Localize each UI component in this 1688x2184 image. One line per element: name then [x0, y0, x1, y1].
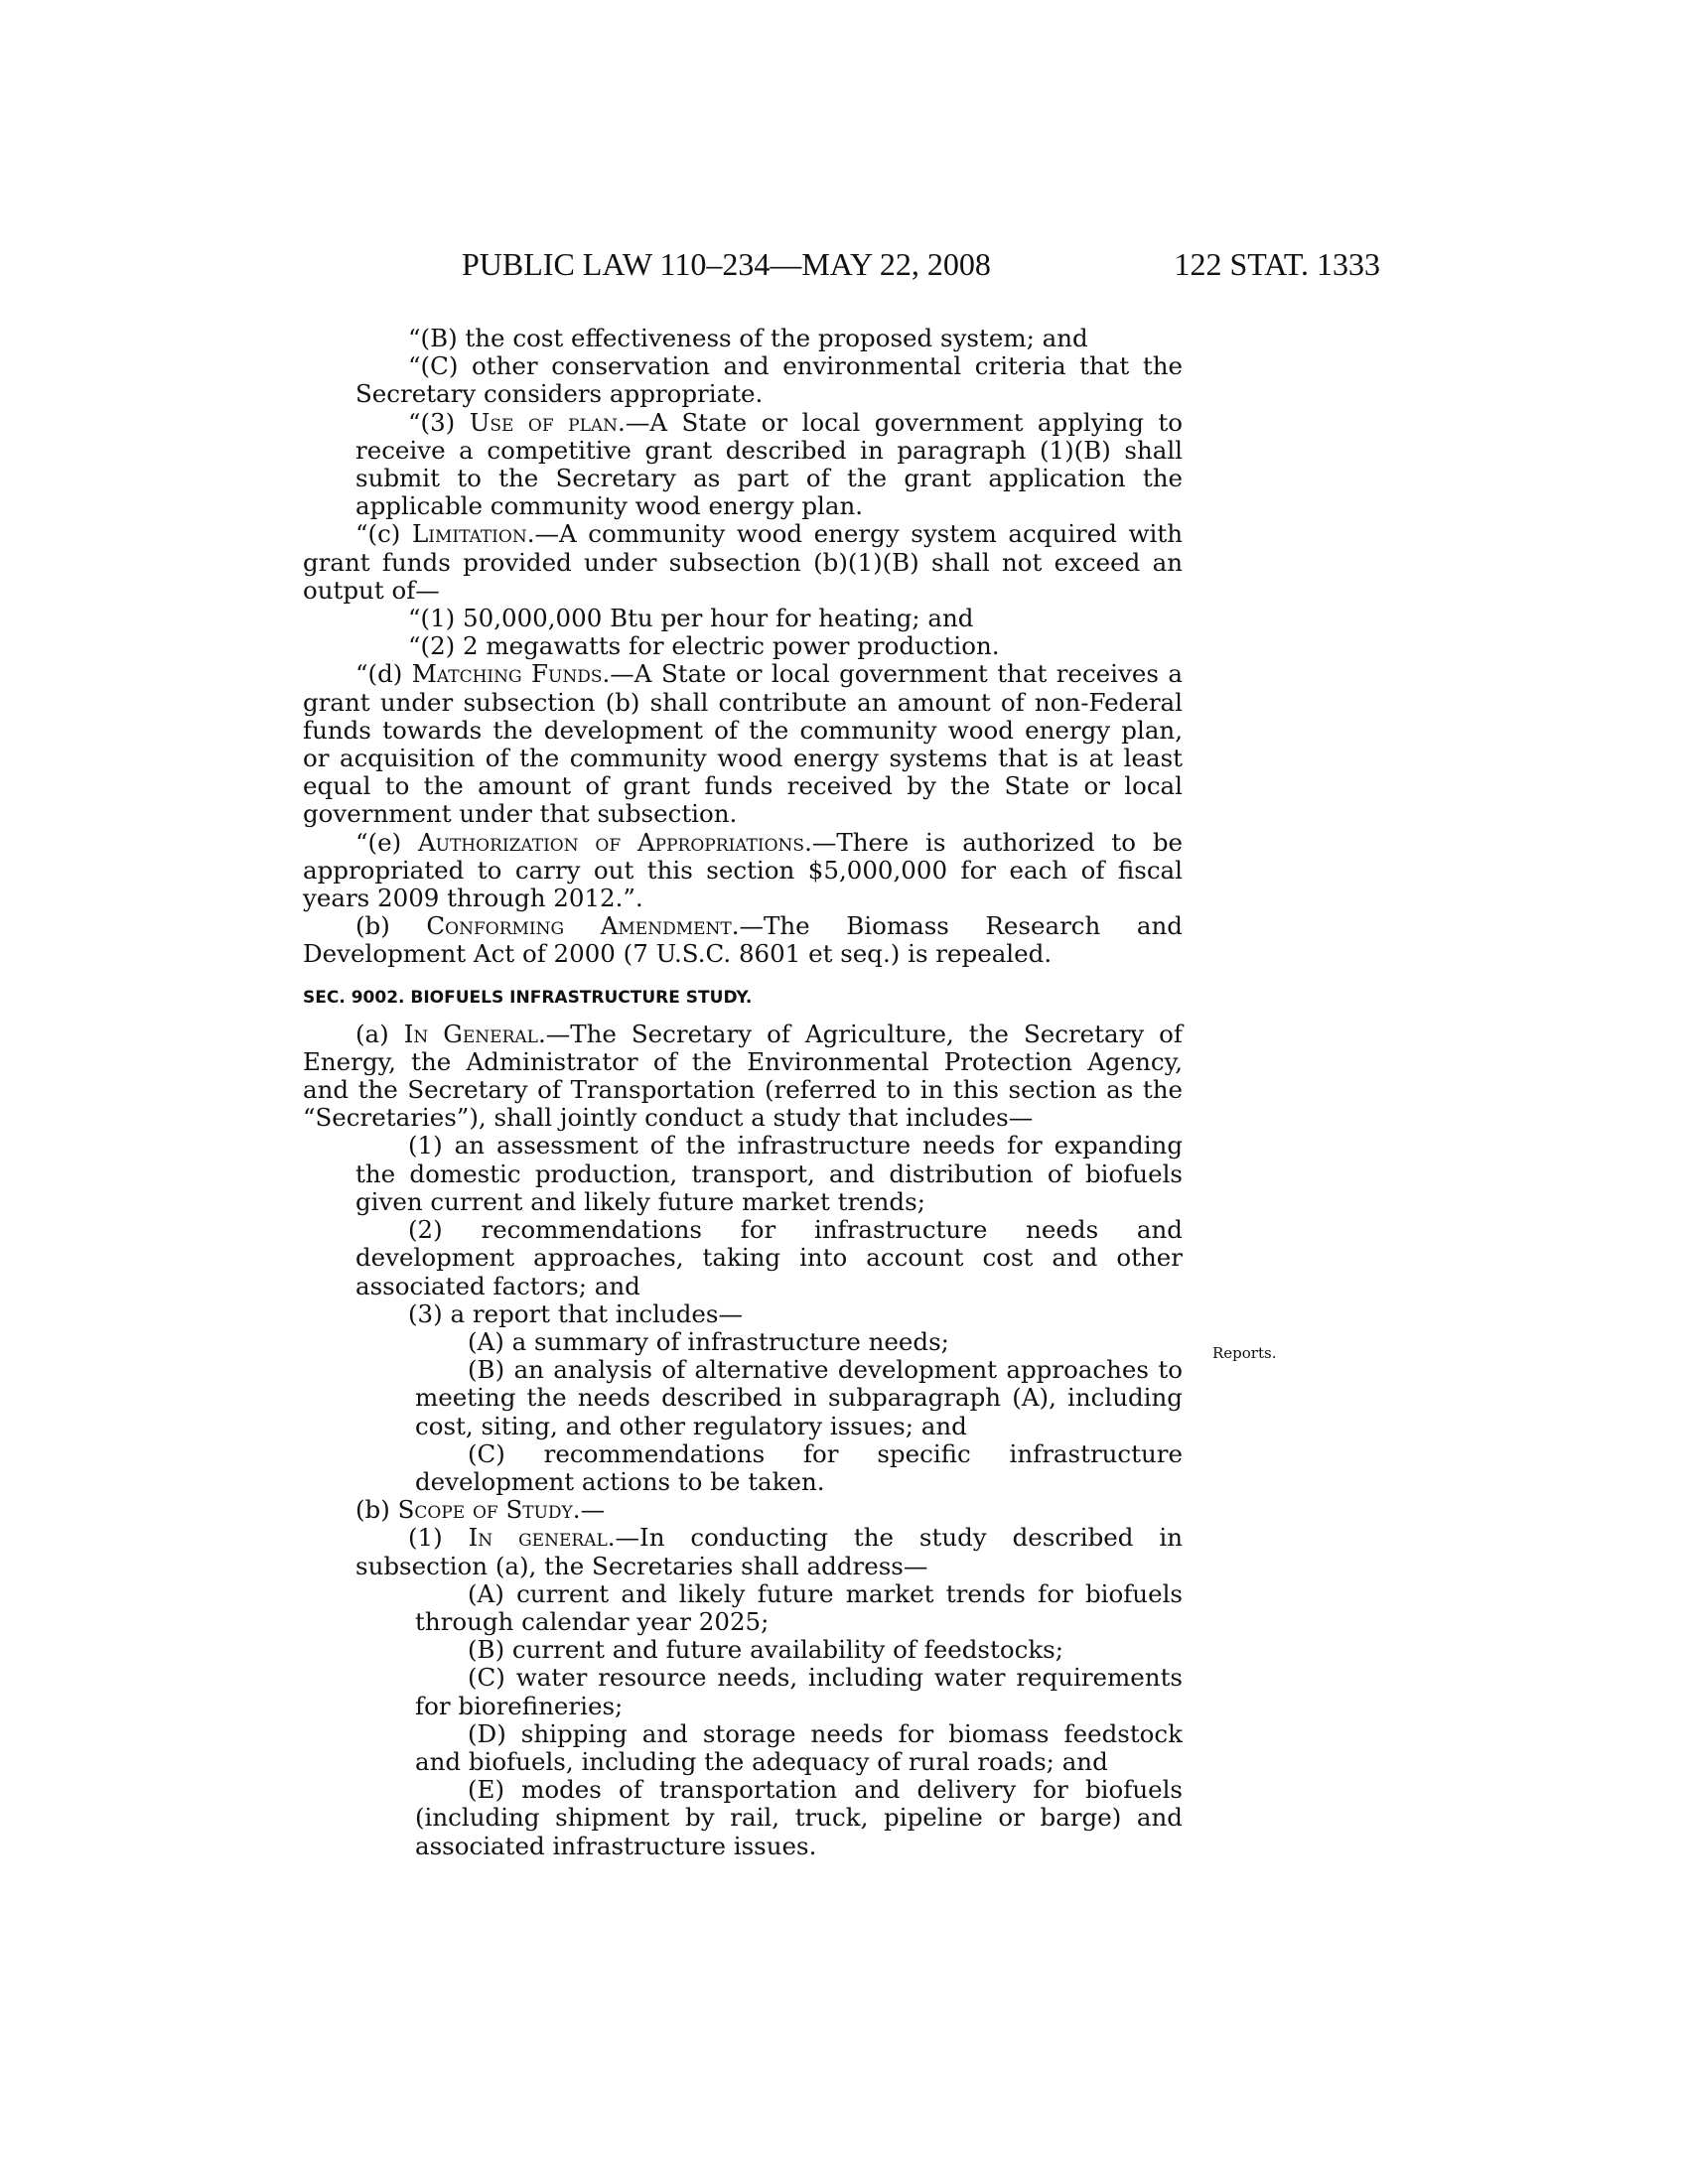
subsection-heading: Conforming Amendment	[426, 911, 732, 941]
paragraph-c-other: “(C) other conservation and environmental criteria that the Secretary considers appropriate.	[355, 351, 1183, 409]
subsection-heading: Authorization of Appropriations	[417, 827, 805, 857]
subsection-number: (a)	[355, 1019, 404, 1048]
subsection-c-limitation	[303, 520, 1183, 605]
paragraph-heading: In general	[468, 1523, 608, 1553]
subsection-a-in-general	[303, 1021, 1183, 1133]
subsection-text: .—The Secretary of Agriculture, the Secretary of Energy, the Administrator of the Environmental Protection Agency, and the Secretary of Transportation (referred to in this section as the “Secretaries”), shall jointly conduct a study that includes—	[303, 1019, 1183, 1133]
paragraph-a1: (1) an assessment of the infrastructure needs for expanding the domestic production, transport, and distribution of biofuels given current and likely future market trends;	[355, 1131, 1183, 1216]
subsection-number: “(e)	[355, 827, 418, 857]
paragraph-heading: Use of plan	[469, 407, 619, 437]
subsection-text: .—There is authorized to be appropriated to carry out this section $5,000,000 for each of fiscal years 2009 through 2012.”.	[303, 827, 1183, 913]
subsection-b-scope	[303, 1496, 1183, 1524]
paragraph-number: “(3)	[408, 407, 470, 437]
subparagraph-a3B: (B) an analysis of alternative development approaches to meeting the needs described in subparagraph (A), including cost, siting, and other regulatory issues; and	[415, 1355, 1183, 1440]
paragraph-c2: “(2) 2 megawatts for electric power production.	[408, 631, 1000, 661]
subparagraph-sC: (C) water resource needs, including water requirements for biorefineries;	[415, 1663, 1183, 1720]
subsection-text: .—A community wood energy system acquired with grant funds provided under subsection (b)(1)(B) shall not exceed an output of—	[303, 519, 1183, 605]
subparagraph-sB: (B) current and future availability of feedstocks;	[468, 1635, 1063, 1665]
subsection-d-matching-funds	[303, 660, 1183, 828]
paragraph-a2: (2) recommendations for infrastructure needs and development approaches, taking into account cost and other associated factors; and	[355, 1215, 1183, 1300]
subsection-text: .—	[572, 1495, 606, 1525]
subsection-heading: Limitation	[411, 519, 527, 549]
subsection-e-authorization	[303, 829, 1183, 913]
subsection-heading: Scope of Study	[397, 1495, 573, 1525]
paragraph-a3: (3) a report that includes—	[408, 1298, 743, 1328]
paragraph-text: .—In conducting the study described in subsection (a), the Secretaries shall address—	[355, 1523, 1183, 1580]
subparagraph-a3A: (A) a summary of infrastructure needs;	[468, 1326, 949, 1356]
subparagraph-sA: (A) current and likely future market trends for biofuels through calendar year 2025;	[415, 1578, 1183, 1636]
subsection-number: “(d)	[355, 659, 412, 689]
subsection-number: (b)	[355, 911, 427, 941]
subparagraph-a3C: (C) recommendations for specific infrastructure development actions to be taken.	[415, 1438, 1183, 1496]
subsection-text: .—The Biomass Research and Development Act of 2000 (7 U.S.C. 8601 et seq.) is repealed.	[303, 911, 1183, 969]
public-law-citation: PUBLIC LAW 110–234—MAY 22, 2008	[462, 246, 991, 282]
subsection-heading: Matching Funds	[411, 659, 603, 689]
subsection-heading: In General	[403, 1019, 538, 1048]
margin-note-reports: Reports.	[1212, 1344, 1277, 1362]
statute-page-number: 122 STAT. 1333	[1174, 246, 1380, 282]
document-body	[303, 325, 1183, 1860]
paragraph-c1: “(1) 50,000,000 Btu per hour for heating; and	[408, 604, 974, 633]
subparagraph-sD: (D) shipping and storage needs for biomass feedstock and biofuels, including the adequacy of rural roads; and	[415, 1718, 1183, 1776]
paragraph-3-use-of-plan	[303, 409, 1183, 521]
paragraph-number: (1)	[408, 1523, 469, 1553]
paragraph-b-cost: “(B) the cost effectiveness of the proposed system; and	[408, 324, 1088, 352]
paragraph-b1-in-general	[303, 1524, 1183, 1579]
subparagraph-sE: (E) modes of transportation and delivery for biofuels (including shipment by rail, truck, pipeline or barge) and associated infrastructure issues.	[415, 1775, 1183, 1860]
subsection-number: (b)	[355, 1495, 398, 1525]
section-heading: SEC. 9002. BIOFUELS INFRASTRUCTURE STUDY.	[303, 987, 753, 1008]
subsection-number: “(c)	[355, 519, 412, 549]
subsection-text: .—A State or local government that receives a grant under subsection (b) shall contribute an amount of non-Federal funds towards the development of the community wood energy plan, or acquisition of the community wood energy systems that is at least equal to the amount of grant funds received by the State or local government under that subsection.	[303, 659, 1183, 829]
paragraph-text: .—A State or local government applying to receive a competitive grant described in paragraph (1)(B) shall submit to the Secretary as part of the grant application the applicable community wood energy plan.	[355, 407, 1183, 521]
conforming-amendment	[303, 912, 1183, 968]
